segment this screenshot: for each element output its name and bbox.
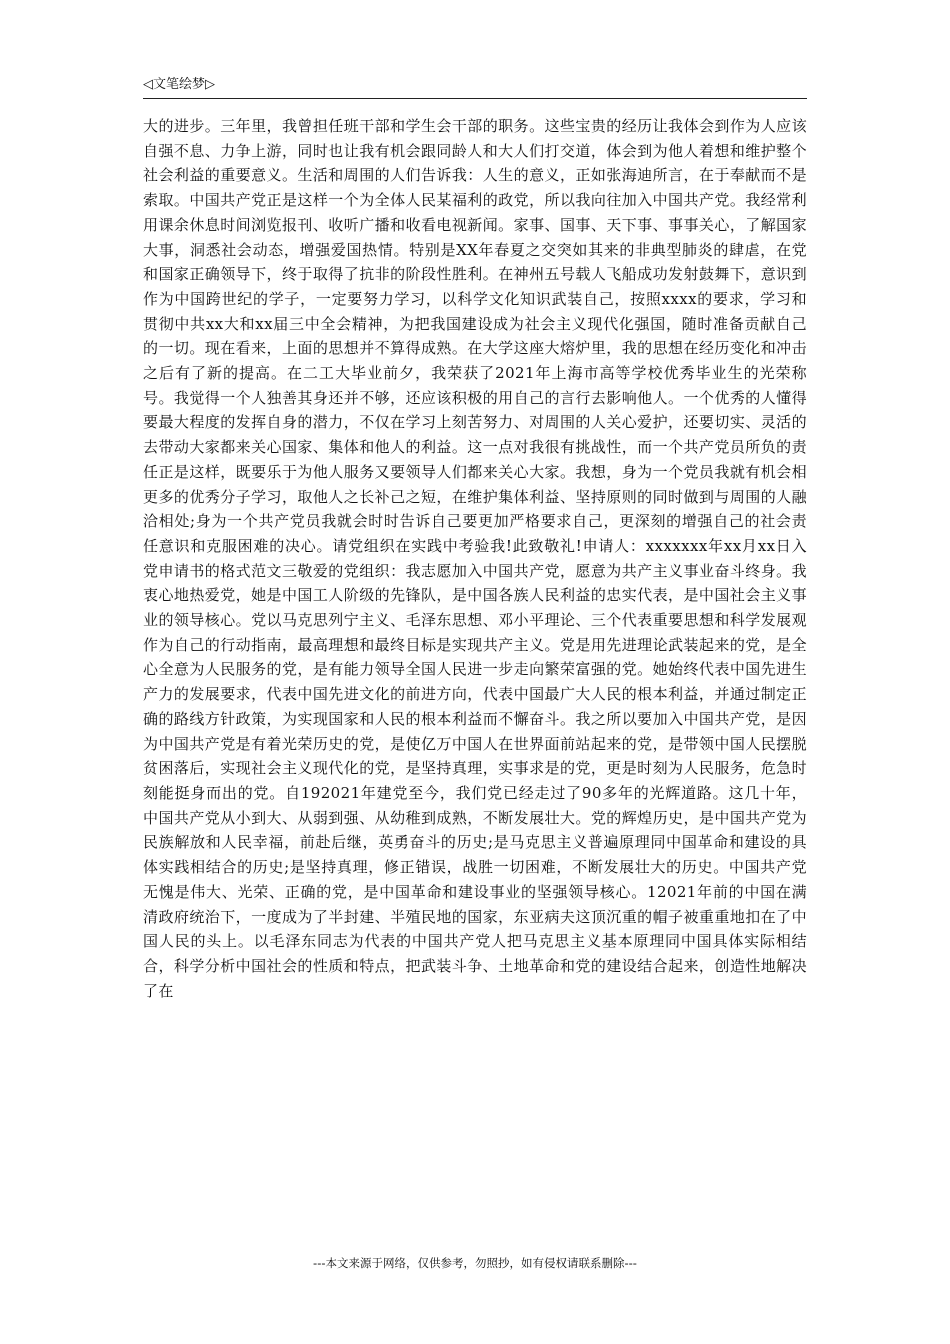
body-paragraph: 大的进步。三年里，我曾担任班干部和学生会干部的职务。这些宝贵的经历让我体会到作为人应该自强不息、力争上游，同时也让我有机会跟同龄人和大人们打交道，体会到为他人着想和维护整个社会利益的重要意义。生活和周围的人们告诉我：人生的意义，正如张海迪所言，在于奉献而不是索取。中国共产党正是这样一个为全体人民某福利的政党，所以我向往加入中国共产党。我经常利用课余休息时间浏览报刊、收听广播和收看电视新闻。家事、国事、天下事、事事关心，了解国家大事，洞悉社会动态，增强爱国热情。特别是XX年春夏之交突如其来的非典型肺炎的肆虐，在党和国家正确领导下，终于取得了抗非的阶段性胜利。在神州五号载人飞船成功发射鼓舞下，意识到作为中国跨世纪的学子，一定要努力学习，以科学文化知识武装自己，按照xxxx的要求，学习和贯彻中共xx大和xx届三中全会精神，为把我国建设成为社会主义现代化强国，随时准备贡献自己的一切。现在看来，上面的思想并不算得成熟。在大学这座大熔炉里，我的思想在经历变化和冲击之后有了新的提高。在二工大毕业前夕，我荣获了2021年上海市高等学校优秀毕业生的光荣称号。我觉得一个人独善其身还并不够，还应该积极的用自己的言行去影响他人。一个优秀的人懂得要最大程度的发挥自身的潜力，不仅在学习上刻苦努力、对周围的人关心爱护，还要切实、灵活的去带动大家都来关心国家、集体和他人的利益。这一点对我很有挑战性，而一个共产党员所负的责任正是这样，既要乐于为他人服务又要领导人们都来关心大家。我想，身为一个党员我就有机会相更多的优秀分子学习，取他人之长补己之短，在维护集体利益、坚持原则的同时做到与周围的人融洽相处;身为一个共产党员我就会时时告诉自己要更加严格要求自己，更深刻的增强自己的社会责任意识和克服困难的决心。请党组织在实践中考验我!此致敬礼!申请人：xxxxxxx年xx月xx日入党申请书的格式范文三敬爱的党组织：我志愿加入中国共产党，愿意为共产主义事业奋斗终身。我衷心地热爱党，她是中国工人阶级的先锋队，是中国各族人民利益的忠实代表，是中国社会主义事业的领导核心。党以马克思列宁主义、毛泽东思想、邓小平理论、三个代表重要思想和科学发展观作为自己的行动指南，最高理想和最终目标是实现共产主义。党是用先进理论武装起来的党，是全心全意为人民服务的党，是有能力领导全国人民进一步走向繁荣富强的党。她始终代表中国先进生产力的发展要求，代表中国先进文化的前进方向，代表中国最广大人民的根本利益，并通过制定正确的路线方针政策，为实现国家和人民的根本利益而不懈奋斗。我之所以要加入中国共产党，是因为中国共产党是有着光荣历史的党，是使亿万中国人在世界面前站起来的党，是带领中国人民摆脱贫困落后，实现社会主义现代化的党，是坚持真理，实事求是的党，更是时刻为人民服务，危急时刻能挺身而出的党。自192021年建党至今，我们党已经走过了90多年的光辉道路。这几十年，中国共产党从小到大、从弱到强、从幼稚到成熟，不断发展壮大。党的辉煌历史，是中国共产党为民族解放和人民幸福，前赴后继，英勇奋斗的历史;是马克思主义普遍原理同中国革命和建设的具体实践相结合的历史;是坚持真理，修正错误，战胜一切困难，不断发展壮大的历史。中国共产党无愧是伟大、光荣、正确的党，是中国革命和建设事业的坚强领导核心。12021年前的中国在满清政府统治下，一度成为了半封建、半殖民地的国家，东亚病夫这顶沉重的帽子被重重地扣在了中国人民的头上。以毛泽东同志为代表的中国共产党人把马克思主义基本原理同中国具体实际相结合，科学分析中国社会的性质和特点，把武装斗争、土地革命和党的建设结合起来，创造性地解决了在: [143, 117, 807, 1000]
brand-label: ◁文笔绘梦▷: [143, 77, 215, 92]
document-body: [143, 114, 807, 1003]
footer-notice: ---本文来源于网络，仅供参考，勿照抄，如有侵权请联系删除---: [313, 1256, 637, 1270]
page-header: [143, 76, 807, 98]
page-footer: [0, 1255, 950, 1271]
header-divider: [143, 98, 807, 99]
